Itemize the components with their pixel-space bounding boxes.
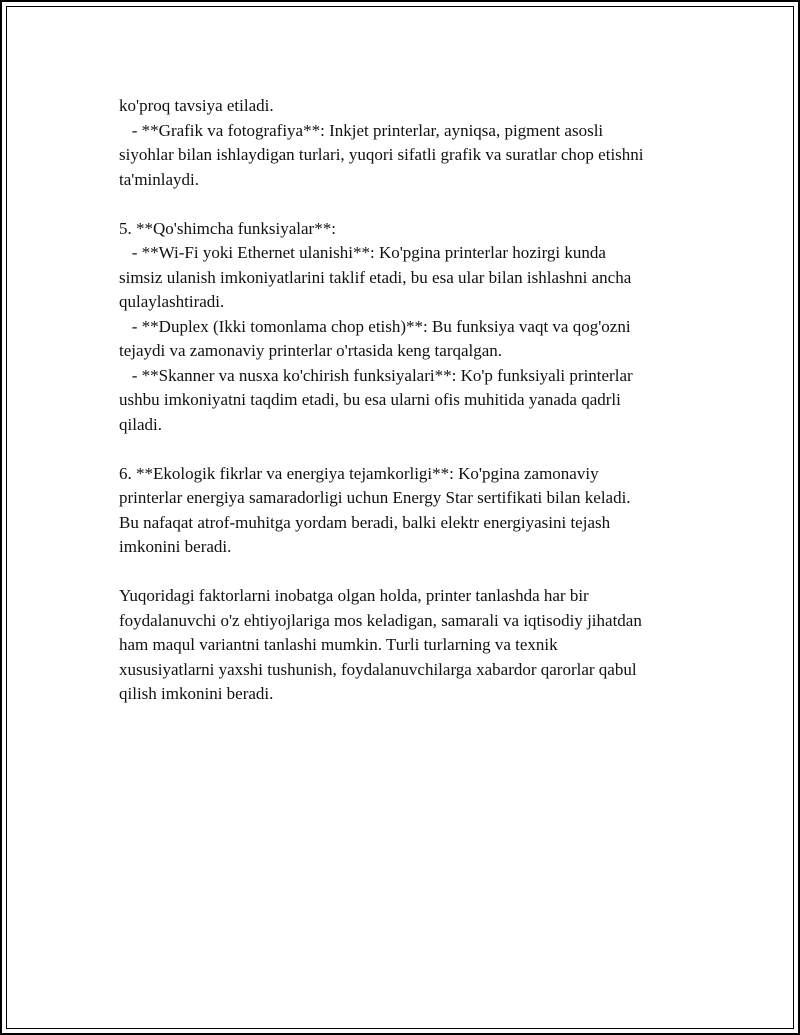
- text-line: ta'minlaydi.: [119, 169, 200, 189]
- document-body: [119, 94, 709, 707]
- text-line: - **Duplex (Ikki tomonlama chop etish)**: Bu funksiya vaqt va qog'ozni: [119, 316, 631, 336]
- text-line: siyohlar bilan ishlaydigan turlari, yuqori sifatli grafik va suratlar chop etishni: [119, 145, 644, 164]
- text-line: - **Wi-Fi yoki Ethernet ulanishi**: Ko'pgina printerlar hozirgi kunda: [119, 243, 606, 262]
- paragraph-gap: [119, 437, 709, 462]
- text-line: - **Skanner va nusxa ko'chirish funksiyalari**: Ko'p funksiyali printerlar: [119, 365, 633, 385]
- text-line: simsiz ulanish imkoniyatlarini taklif etadi, bu esa ular bilan ishlashni ancha: [119, 267, 632, 287]
- section-heading: 6. **Ekologik fikrlar va energiya tejamkorligi**: Ko'pgina zamonaviy: [119, 463, 599, 483]
- paragraph-gap: [119, 192, 709, 217]
- text-line: qiladi.: [119, 414, 162, 434]
- conclusion-line: xususiyatlarni yaxshi tushunish, foydalanuvchilarga xabardor qarorlar qabul: [119, 659, 637, 679]
- text-line: ushbu imkoniyatni taqdim etadi, bu esa ularni ofis muhitida yanada qadrli: [119, 390, 621, 409]
- text-line: Bu nafaqat atrof-muhitga yordam beradi, balki elektr energiyasini tejash: [119, 512, 611, 532]
- text-line: ko'proq tavsiya etiladi.: [119, 96, 274, 115]
- conclusion-line: ham maqul variantni tanlashi mumkin. Turli turlarning va texnik: [119, 635, 558, 654]
- text-line: imkonini beradi.: [119, 537, 232, 556]
- text-line: tejaydi va zamonaviy printerlar o'rtasida keng tarqalgan.: [119, 341, 503, 360]
- section-heading: 5. **Qo'shimcha funksiyalar**:: [119, 218, 336, 238]
- conclusion-line: foydalanuvchi o'z ehtiyojlariga mos keladigan, samarali va iqtisodiy jihatdan: [119, 610, 642, 630]
- text-line: qulaylashtiradi.: [119, 292, 225, 311]
- text-line: printerlar energiya samaradorligi uchun Energy Star sertifikati bilan keladi.: [119, 488, 631, 507]
- paragraph-gap: [119, 560, 709, 585]
- conclusion-line: Yuqoridagi faktorlarni inobatga olgan holda, printer tanlashda har bir: [119, 586, 589, 605]
- text-line: - **Grafik va fotografiya**: Inkjet printerlar, ayniqsa, pigment asosli: [119, 120, 604, 140]
- conclusion-line: qilish imkonini beradi.: [119, 684, 274, 703]
